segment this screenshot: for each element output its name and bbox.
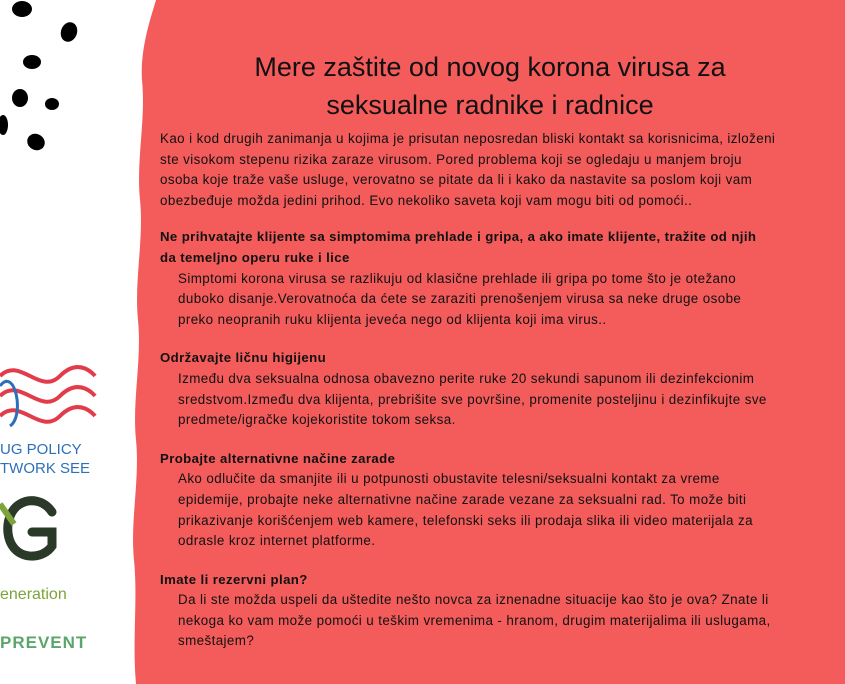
generation-text: eneration (0, 586, 67, 603)
document-content (160, 48, 845, 670)
section-body (160, 269, 845, 331)
section-body (160, 469, 845, 551)
section-body-line: Da li ste možda uspeli da uštedite nešto novca za iznenadne situacije kao što je ova? Znate li (178, 592, 769, 608)
intro-line: osoba koje traže vaše usluge, verovatno se pitate da li i kako da nastavite sa poslom koji vam (160, 172, 753, 188)
intro-line: obezbeđuje možda jedini prihod. Evo nekoliko saveta koji vam mogu biti od pomoći.. (160, 192, 693, 208)
page-title (160, 48, 820, 124)
section-body (160, 590, 845, 652)
section-body-line: predmete/igračke kojekoristite tokom seksa. (178, 412, 456, 428)
section-body-line: sredstvom.Između dva klijenta, prebrišite sve površine, promenite posteljinu i dezinfikujte sve (178, 391, 767, 407)
section-body-line: duboko disanje.Verovatnoća da ćete se zaraziti prenošenjem virusa sa neke druge osobe (178, 291, 742, 307)
section-body (160, 369, 845, 431)
section-body-line: Između dva seksualna odnosa obavezno perite ruke 20 sekundi sapunom ili dezinfekcionim (178, 370, 755, 386)
section-body-line: smeštajem? (178, 633, 255, 649)
section-body-line: prikazivanje korišćenjem web kamere, telefonski seks ili prodaja slika ili video materijala za (178, 512, 753, 528)
generation-g-logo (0, 494, 60, 564)
section-symptoms (160, 227, 845, 330)
intro-line: ste visokom stepenu rizika zaraze virusom. Pored problema koji se ogledaju u manjem broju (160, 151, 742, 167)
section-title (160, 449, 845, 470)
section-body-line: Simptomi korona virusa se razlikuju od klasične prehlade ili gripa po tome što je otežano (178, 270, 737, 286)
section-title-line: Imate li rezervni plan? (160, 571, 308, 587)
section-title-line: Ne prihvatajte klijente sa simptomima prehlade i gripa, a ako imate klijente, tražite od njih (160, 229, 757, 245)
section-title (160, 227, 845, 268)
section-title-line: da temeljno operu ruke i lice (160, 249, 350, 265)
section-body-line: epidemije, probajte neke alternativne načine zarade vezane za seksualni rad. To može biti (178, 491, 747, 507)
section-body-line: nekoga ko vam može pomoći u teškim vremenima - hranom, drugim materijalima ili uslugama, (178, 612, 771, 628)
title-line: seksualne radnike i radnice (326, 90, 654, 120)
section-hygiene (160, 348, 845, 430)
section-body-line: preko neopranih ruku klijenta jeveća nego od klijenta koji ima virus.. (178, 311, 607, 327)
section-title (160, 348, 845, 369)
section-title-line: Održavajte ličnu higijenu (160, 350, 327, 366)
section-backup-plan (160, 570, 845, 652)
section-alternative-income (160, 449, 845, 552)
drug-policy-network-logo (0, 356, 100, 436)
section-body-line: odrasle kroz internet platforme. (178, 533, 376, 549)
section-body-line: Ako odlučite da smanjite ili u potpunosti obustavite telesni/seksualni kontakt za vreme (178, 471, 720, 487)
intro-paragraph (160, 129, 845, 211)
decorative-dots (0, 0, 110, 160)
prevent-logo-text: PREVENT (0, 633, 88, 652)
drug-policy-network-text: UG POLICY TWORK SEE (0, 441, 91, 477)
intro-line: Kao i kod drugih zanimanja u kojima je prisutan neposredan bliski kontakt sa korisnicima, izloženi (160, 131, 776, 146)
section-title (160, 570, 845, 591)
section-title-line: Probajte alternativne načine zarade (160, 450, 396, 466)
title-line: Mere zaštite od novog korona virusa za (254, 52, 726, 82)
